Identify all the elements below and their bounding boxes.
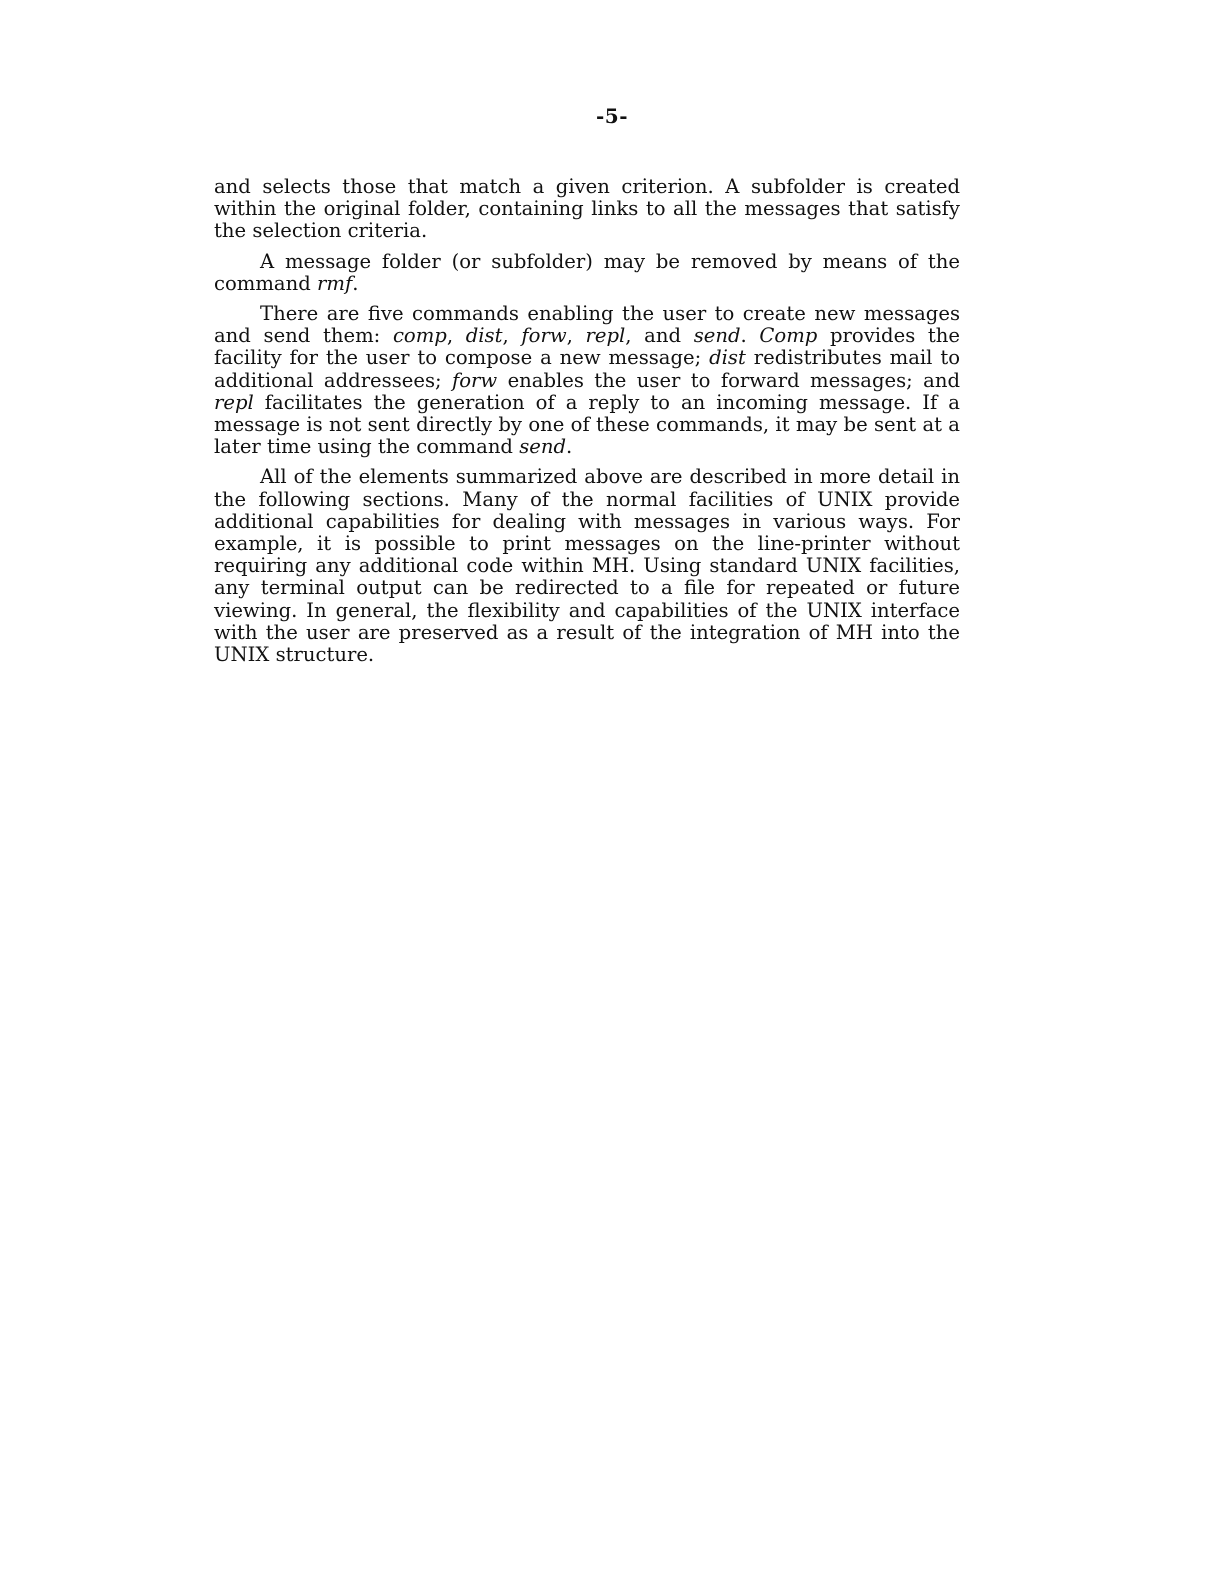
command-comp-capitalized: Comp: [759, 324, 818, 348]
paragraph-3-sep: .: [740, 324, 760, 348]
command-send: send: [693, 324, 741, 348]
paragraph-1: [214, 176, 960, 243]
paragraph-4: [214, 466, 960, 666]
command-dist: dist: [709, 346, 746, 370]
paragraph-3-text: facilitates the generation of a reply to an incoming message. If a message is not sent directly by one of these commands, it may be sent at a later time using the command: [214, 390, 960, 459]
command-repl: repl: [214, 390, 254, 414]
command-forw: forw: [521, 324, 567, 348]
paragraph-1-text: and selects those that match a given criterion. A subfolder is created within the original folder, containing links to all the messages that satisfy the selection criteria.: [214, 175, 960, 243]
paragraph-4-text: All of the elements summarized above are described in more detail in the following sections. Many of the normal facilities of UNIX provide additional capabilities for dealing with messages in various ways. For example, it is possible to print messages on the line-printer without requiring any additional code within MH. Using standard UNIX facilities, any terminal output can be redirected to a file for repeated or future viewing. In general, the flexibility and capabilities of the UNIX interface with the user are preserved as a result of the integration of MH into the UNIX structure.: [214, 465, 960, 667]
paragraph-3-text: There are five commands enabling the user to create new messages and send them:: [214, 302, 960, 348]
command-send: send: [519, 435, 567, 459]
paragraph-3-text: enables the user to forward messages; and: [497, 368, 961, 392]
paragraph-2-text: A message folder (or subfolder) may be removed by means of the command: [214, 249, 960, 295]
command-repl: repl: [585, 324, 626, 348]
command-dist: dist: [465, 324, 503, 348]
paragraph-2-end: .: [352, 271, 359, 295]
paragraph-3-sep: ,: [446, 324, 466, 348]
paragraph-3-sep: ,: [566, 324, 586, 348]
command-comp: comp: [392, 324, 447, 348]
page-number: -5-: [595, 104, 629, 128]
command-forw: forw: [452, 368, 498, 392]
body-text: [214, 176, 960, 674]
paragraph-3-text: redistributes mail to additional addressees;: [214, 346, 961, 392]
paragraph-3-end: .: [566, 435, 573, 459]
paragraph-3-sep: ,: [502, 324, 522, 348]
paragraph-3: [214, 303, 960, 458]
command-rmf: rmf: [317, 271, 353, 295]
paragraph-3-text: provides the facility for the user to compose a new message;: [214, 324, 960, 370]
paragraph-3-sep: , and: [625, 324, 694, 348]
paragraph-2: [214, 251, 960, 295]
